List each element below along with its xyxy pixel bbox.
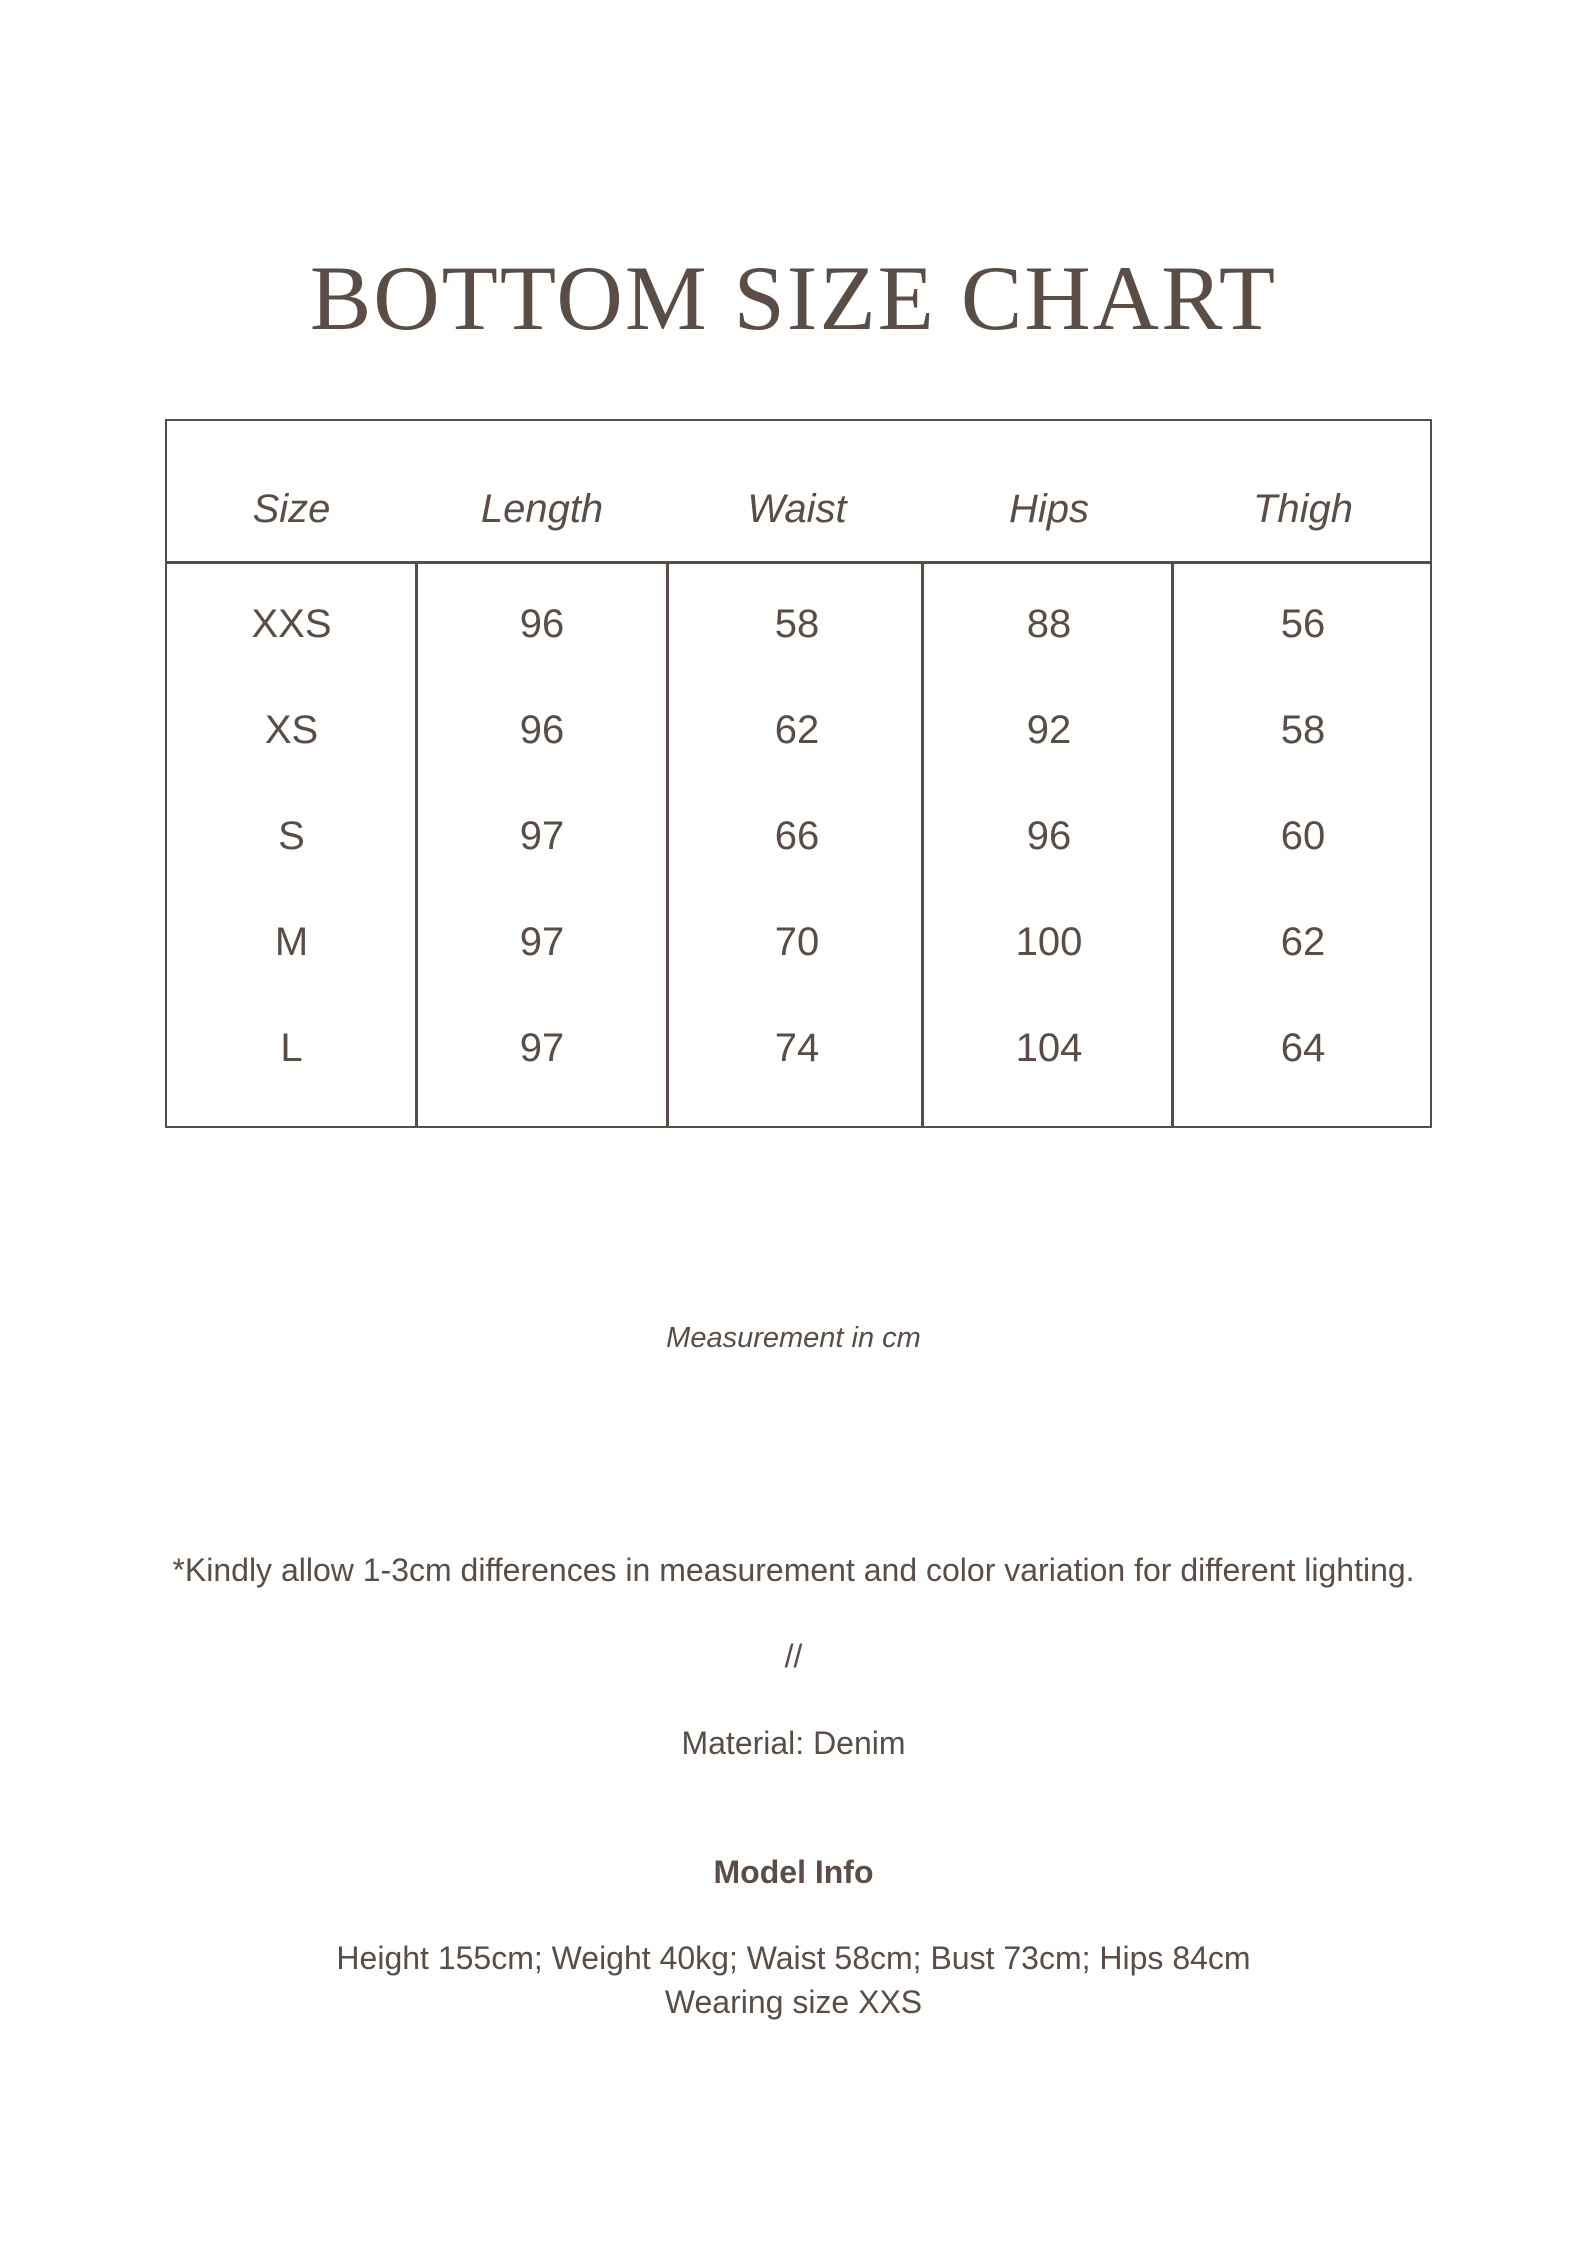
header-waist: Waist (747, 487, 847, 531)
size-cell: XS (264, 708, 319, 752)
model-measurements: Height 155cm; Weight 40kg; Waist 58cm; Bust 73cm; Hips 84cm (336, 1940, 1251, 1976)
waist-cell: 66 (774, 814, 820, 858)
table-row (167, 594, 1430, 654)
thigh-cell: 60 (1280, 814, 1326, 858)
hips-cell: 100 (1015, 920, 1083, 964)
hips-cell: 96 (1026, 814, 1072, 858)
table-row (167, 912, 1430, 972)
thigh-cell: 56 (1280, 602, 1326, 646)
waist-cell: 62 (774, 708, 820, 752)
size-chart-table (165, 419, 1432, 1128)
header-thigh: Thigh (1252, 487, 1354, 531)
waist-cell: 74 (774, 1026, 820, 1070)
size-cell: S (278, 814, 305, 858)
hips-cell: 92 (1026, 708, 1072, 752)
size-cell: L (280, 1026, 303, 1070)
disclaimer-text: *Kindly allow 1-3cm differences in measurement and color variation for different lighting. (172, 1552, 1415, 1588)
table-header-row (167, 421, 1430, 564)
table-row (167, 700, 1430, 760)
header-size: Size (252, 487, 331, 531)
length-cell: 96 (519, 708, 565, 752)
thigh-cell: 62 (1280, 920, 1326, 964)
waist-cell: 58 (774, 602, 820, 646)
thigh-cell: 64 (1280, 1026, 1326, 1070)
model-wearing-size: Wearing size XXS (664, 1984, 923, 2020)
length-cell: 96 (519, 602, 565, 646)
hips-cell: 88 (1026, 602, 1072, 646)
size-cell: M (274, 920, 309, 964)
page-title: BOTTOM SIZE CHART (309, 247, 1278, 349)
separator-text: // (784, 1638, 803, 1674)
unit-note: Measurement in cm (666, 1322, 921, 1354)
material-text: Material: Denim (681, 1725, 906, 1761)
size-cell: XXS (251, 602, 332, 646)
length-cell: 97 (519, 1026, 565, 1070)
length-cell: 97 (519, 920, 565, 964)
waist-cell: 70 (774, 920, 820, 964)
thigh-cell: 58 (1280, 708, 1326, 752)
header-length: Length (480, 487, 604, 531)
length-cell: 97 (519, 814, 565, 858)
table-row (167, 1018, 1430, 1078)
model-info-heading: Model Info (713, 1854, 874, 1890)
header-hips: Hips (1008, 487, 1090, 531)
table-row (167, 806, 1430, 866)
hips-cell: 104 (1015, 1026, 1083, 1070)
